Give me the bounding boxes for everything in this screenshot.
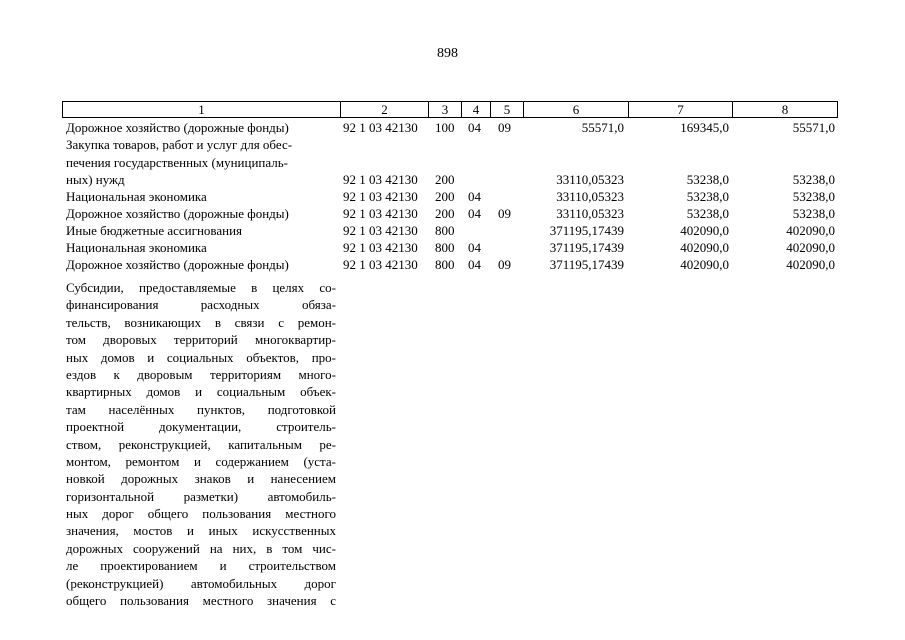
- paragraph-line: тельств, возникающих в связи с ремон-: [66, 314, 336, 330]
- paragraph-line: монтом, ремонтом и содержанием (уста-: [66, 453, 336, 469]
- cell-vr: 800: [435, 223, 455, 238]
- cell-code: 92 1 03 42130: [343, 223, 418, 238]
- cell-name: Иные бюджетные ассигнования: [66, 223, 243, 238]
- paragraph-line: там населённых пунктов, подготовкой: [66, 401, 336, 417]
- cell-name: Закупка товаров, работ и услуг для обес-: [66, 137, 293, 152]
- cell-rz: 04: [468, 120, 481, 135]
- header-col-2: 2: [341, 102, 429, 117]
- cell-v1: 371195,17439: [549, 223, 624, 238]
- cell-rz: 04: [468, 257, 481, 272]
- cell-vr: 200: [435, 189, 455, 204]
- cell-code: 92 1 03 42130: [343, 240, 418, 255]
- cell-v2: 53238,0: [686, 172, 729, 187]
- cell-v2: 402090,0: [680, 223, 729, 238]
- paragraph-line: Субсидии, предоставляемые в целях со-: [66, 280, 336, 295]
- paragraph-line: проектной документации, строитель-: [66, 419, 336, 435]
- cell-v2: 169345,0: [680, 120, 729, 135]
- table-row: [0, 155, 905, 171]
- cell-vr: 800: [435, 257, 455, 272]
- paragraph-line: дорожных сооружений на них, в том чис-: [66, 540, 336, 556]
- header-col-8: 8: [781, 102, 789, 117]
- paragraph-line: значения, мостов и иных искусственных: [66, 523, 336, 539]
- cell-name: Национальная экономика: [66, 240, 207, 255]
- cell-v2: 402090,0: [680, 257, 729, 272]
- header-col-6: 6: [524, 102, 629, 117]
- paragraph-line: (реконструкцией) автомобильных дорог: [66, 575, 336, 591]
- cell-v1: 33110,05323: [556, 172, 624, 187]
- cell-v3: 402090,0: [786, 240, 835, 255]
- cell-name: печения государственных (муниципаль-: [66, 155, 289, 170]
- cell-v2: 53238,0: [686, 189, 729, 204]
- cell-v3: 402090,0: [786, 223, 835, 238]
- cell-pr: 09: [498, 206, 511, 221]
- cell-vr: 800: [435, 240, 455, 255]
- table-row: [0, 240, 905, 256]
- cell-v1: 33110,05323: [556, 206, 624, 221]
- cell-v3: 53238,0: [792, 206, 835, 221]
- cell-name: Национальная экономика: [66, 189, 207, 204]
- cell-v1: 33110,05323: [556, 189, 624, 204]
- cell-vr: 200: [435, 172, 455, 187]
- paragraph-line: ных домов и социальных объектов, про-: [66, 349, 336, 365]
- cell-v3: 55571,0: [792, 120, 835, 135]
- cell-v3: 53238,0: [792, 172, 835, 187]
- paragraph-line: горизонтальной разметки) автомобиль-: [66, 488, 336, 504]
- subsidy-description: [66, 279, 336, 609]
- header-col-7: 7: [629, 102, 733, 117]
- cell-v3: 402090,0: [786, 257, 835, 272]
- cell-v1: 55571,0: [581, 120, 624, 135]
- paragraph-line: том дворовых территорий многоквартир-: [66, 332, 336, 348]
- paragraph-line: финансирования расходных обяза-: [66, 297, 336, 313]
- cell-code: 92 1 03 42130: [343, 189, 418, 204]
- paragraph-line: квартирных домов и социальным объек-: [66, 384, 336, 400]
- table-row: [0, 120, 905, 136]
- cell-v2: 53238,0: [686, 206, 729, 221]
- table-header: [62, 101, 838, 118]
- table-row: [0, 137, 905, 153]
- header-col-4: 4: [462, 102, 491, 117]
- cell-name: ных) нужд: [66, 172, 125, 187]
- table-row: [0, 257, 905, 273]
- cell-vr: 100: [435, 120, 455, 135]
- cell-pr: 09: [498, 120, 511, 135]
- cell-name: Дорожное хозяйство (дорожные фонды): [66, 120, 289, 135]
- table-row: [0, 206, 905, 222]
- cell-v1: 371195,17439: [549, 257, 624, 272]
- paragraph-line: новкой дорожных знаков и нанесением: [66, 471, 336, 487]
- paragraph-line: ле проектированием и строительством: [66, 558, 336, 574]
- cell-name: Дорожное хозяйство (дорожные фонды): [66, 206, 289, 221]
- cell-v1: 371195,17439: [549, 240, 624, 255]
- cell-code: 92 1 03 42130: [343, 172, 418, 187]
- paragraph-line: ездов к дворовым территориям много-: [66, 366, 336, 382]
- cell-rz: 04: [468, 206, 481, 221]
- cell-v2: 402090,0: [680, 240, 729, 255]
- cell-code: 92 1 03 42130: [343, 120, 418, 135]
- cell-rz: 04: [468, 189, 481, 204]
- header-col-5: 5: [491, 102, 524, 117]
- cell-code: 92 1 03 42130: [343, 257, 418, 272]
- paragraph-line: ных дорог общего пользования местного: [66, 506, 336, 522]
- cell-pr: 09: [498, 257, 511, 272]
- cell-code: 92 1 03 42130: [343, 206, 418, 221]
- paragraph-line: ством, реконструкцией, капитальным ре-: [66, 436, 336, 452]
- header-col-3: 3: [429, 102, 462, 117]
- paragraph-line: общего пользования местного значения с: [66, 593, 336, 609]
- cell-v3: 53238,0: [792, 189, 835, 204]
- header-col-1: 1: [63, 102, 341, 117]
- cell-rz: 04: [468, 240, 481, 255]
- table-row: [0, 172, 905, 188]
- table-row: [0, 189, 905, 205]
- cell-vr: 200: [435, 206, 455, 221]
- cell-name: Дорожное хозяйство (дорожные фонды): [66, 257, 289, 272]
- page-number: 898: [437, 46, 458, 61]
- table-row: [0, 223, 905, 239]
